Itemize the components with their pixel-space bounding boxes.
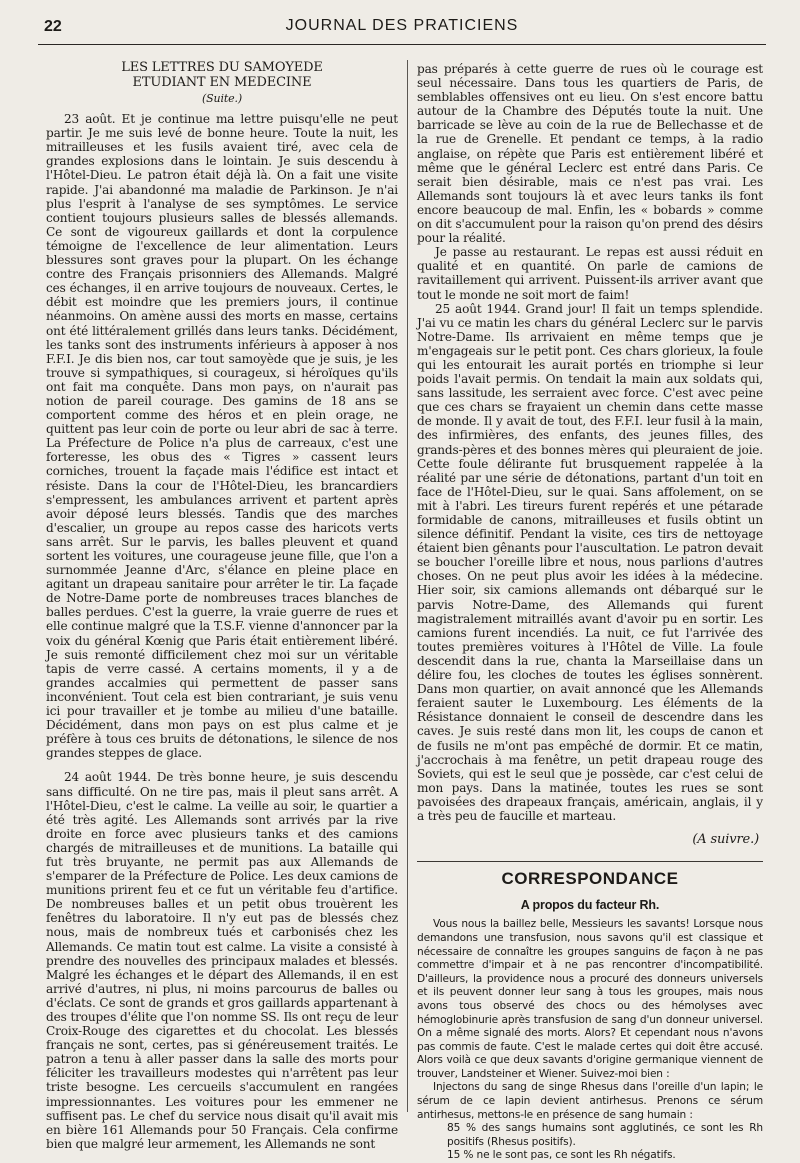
article-title-line-2: ETUDIANT EN MEDECINE bbox=[132, 75, 312, 90]
correspondance-item: 85 % des sangs humains sont agglutinés, ce sont les Rh positifs (Rhesus positifs). bbox=[447, 1122, 763, 1148]
article-subtitle: (Suite.) bbox=[202, 92, 242, 105]
page-header bbox=[38, 16, 766, 45]
article-paragraph: 25 août 1944. Grand jour! Il fait un temps splendide. J'ai vu ce matin les chars du général Leclerc sur le parvis Notre-Dame. Ils arrivaient en même temps que je m'engageais sur le petit pont. Ces chars glorieux, la foule qui les entourait les aurait portés en triomphe si leur poids l'avait permis. On tendait la main aux soldats qui, sans lassitude, les serraient avec force. C'est avec peine que ces chars se frayaient un chemin dans cette masse de monde. Il y avait de tout, des F.F.I. leur fusil à la main, des infirmières, des enfants, des jeunes filles, des grands-pères et des bonnes mères qui pleuraient de joie. Cette foule délirante fut brusquement rappelée à la réalité par une série de détonations, partant d'un toit en face de l'Hôtel-Dieu, sur le quai. Sans affolement, on se mit à l'abri. Les tireurs furent repérés et une pétarade formidable de canons, mitrailleuses et fusils obtint un silence définitif. Pendant la visite, ces tirs de nettoyage étaient bien gênants pour l'auscultation. Le patron devait se boucher l'oreille libre et nous, nous parlions d'autres choses. On ne peut plus avoir les idées à la médecine. Hier soir, six camions allemands ont débarqué sur le parvis Notre-Dame, des Allemands qui furent magistralement mitraillés avant d'avoir pu en sortir. Les camions furent incendiés. La nuit, ce fut l'arrivée des toutes premières voitures à l'Hôtel de Ville. La foule descendit dans la rue, chanta la Marseillaise dans un délire fou, les cloches de toutes les églises sonnèrent. Dans mon quartier, on avait annoncé que les Allemands feraient sauter le Luxembourg. Les éléments de la Résistance donnaient le conseil de descendre dans les caves. Je suis resté dans mon lit, les coups de canon et de fusils ne m'ont pas empêché de dormir. Et ce matin, j'accrochais à ma fenêtre, un petit drapeau rouge des Soviets, qui est le seul que je possède, car c'est celui de mon pays. Dans la matinée, toutes les rues se sont pavoisées des drapeaux français, américain, anglais, il y a très peu de faucille et marteau. bbox=[417, 301, 763, 823]
article-paragraph: 24 août 1944. De très bonne heure, je suis descendu sans difficulté. On ne tire pas, mais il pleut sans arrêt. A l'Hôtel-Dieu, c'est le calme. La veille au soir, le quartier a été très agité. Les Allemands sont arrivés par la rive droite en force avec plusieurs tanks et des camions chargés de mitrailleuses et de munitions. La bataille qui fut très bruyante, ne permit pas aux Allemands de s'emparer de la Préfecture de Police. Les deux camions de munitions prirent feu et ce fut un véritable feu d'artifice. De nombreuses balles et un petit obus trouèrent les fenêtres du laboratoire. Il n'y eut pas de blessés chez nous, mais de nombreux tués et carbonisés chez les Allemands. Ce matin tout est calme. La visite a consisté à prendre des nouvelles des principaux malades et blessés. Malgré les échanges et le départ des Allemands, il en est arrivé d'autres, ni plus, ni moins parcourus de balles ou d'éclats. Ce sont de grands et gros gaillards appartenant à des troupes d'élite que l'on nomme SS. Ils ont reçu de leur Croix-Rouge des cigarettes et du chocolat. Les blessés français ne sont, certes, pas si généreusement traités. Le patron a tenu à aller passer dans la salle des morts pour féliciter les travailleurs modestes qui n'arrêtent pas leur triste besogne. Les cercueils s'accumulent en rangées impressionnantes. Les voitures pour les emmener ne suffisent pas. Le chef du service nous disait qu'il avait mis en bière 161 Allemands pour 50 Français. Cela confirme bien que malgré leur armement, les Allemands ne sont bbox=[46, 770, 398, 1151]
left-column bbox=[46, 60, 398, 1151]
section-rule bbox=[417, 861, 763, 862]
correspondance-paragraph: Injectons du sang de singe Rhesus dans l'oreille d'un lapin; le sérum de ce lapin devient antirhesus. Prenons ce sérum antirhesus, mettons-le en présence de sang humain : bbox=[417, 1081, 763, 1121]
correspondance-paragraph: Vous nous la baillez belle, Messieurs les savants! Lorsque nous demandons une transfusion, nous savons qu'il est classique et nécessaire de connaître les groupes sanguins de façon à ne pas commettre d'impair et à ne pas rencontrer d'incompatibilité. D'ailleurs, la providence nous a procuré des donneurs universels et ils peuvent donner leur sang à tous les groupes, mais nous avons tous observé des chocs ou des hémolyses avec hémoglobinurie après transfusion de sang d'un donneur universel. On a même signalé des morts. Alors? Et cependant nous n'avons pas commis de faute. C'est le malade certes qui doit être accusé. Alors voilà ce que deux savants d'origine germanique viennent de trouver, Landsteiner et Wiener. Suivez-moi bien : bbox=[417, 918, 763, 1080]
article-title-line-1: LES LETTRES DU SAMOYEDE bbox=[121, 60, 323, 75]
correspondance-heading: A propos du facteur Rh. bbox=[520, 898, 660, 913]
column-divider bbox=[407, 60, 408, 1112]
correspondance-body bbox=[417, 918, 763, 1163]
article-paragraph: pas préparés à cette guerre de rues où le courage est seul nécessaire. Dans tous les quartiers de Paris, de semblables offensives ont eu lieu. On s'est encore battu autour de la Chambre des Députés toute la nuit. Une barricade se lève au coin de la rue de Bellechasse et de la rue de Grenelle. Et pendant ce temps, à la radio anglaise, on répète que Paris est entièrement libéré et même que le général Leclerc est entré dans Paris. Ce serait bien désirable, mais ce n'est pas vrai. Les Allemands sont toujours là et avec leurs tanks ils font encore beaucoup de mal. Enfin, les « bobards » comme on dit s'accumulent pour la raison qu'on prend des désirs pour la réalité. bbox=[417, 62, 763, 246]
correspondance-title: CORRESPONDANCE bbox=[501, 869, 679, 889]
article-paragraph: 23 août. Et je continue ma lettre puisqu'elle ne peut partir. Je me suis levé de bonne heure. Toute la nuit, les mitrailleuses et les fusils avaient tiré, avec cela de grandes explosions dans le lointain. Je suis descendu à l'Hôtel-Dieu. Le patron était déjà là. On a fait une visite rapide. J'ai abandonné ma maladie de Parkinson. Je n'ai plus l'esprit à l'analyse de ses symptômes. Le service contient toujours plusieurs salles de blessés allemands. Ce sont de vigoureux gaillards et dont la corpulence témoigne de l'excellence de leur alimentation. Leurs blessures sont graves pour la plupart. On les échange contre des Français prisonniers des Allemands. Malgré ces échanges, il en arrive toujours de nouveaux. Certes, le débit est moindre que les premiers jours, il continue néanmoins. On amène aussi des morts en masse, certains ont été littéralement grillés dans leurs tanks. Décidément, les tanks sont des instruments inférieurs à apposer à nos F.F.I. Je dis bien nos, car tout samoyède que je suis, je les trouve si sympathiques, si courageux, si héroïques qu'ils ont fait ma conquête. Dans mon pays, on n'aurait pas notion de pareil courage. Des gamins de 18 ans se comportent comme des héros et en plein orage, ne quittent pas leur coin de porte ou leur abri de sac à terre. La Préfecture de Police n'a plus de carreaux, c'est une forteresse, les obus des « Tigres » cassent leurs corniches, trouent la façade mais l'édifice est intact et résiste. Dans la cour de l'Hôtel-Dieu, les brancardiers s'empressent, les ambulances arrivent et partent après avoir déposé leurs blessés. Tandis que des marches d'escalier, un groupe au repos casse des haricots verts sans arrêt. Sur le parvis, les balles pleuvent et quand sortent les voitures, une courageuse jeune fille, que l'on a surnommée Jeanne d'Arc, s'élance en pleine place en agitant un drapeau sanitaire pour arrêter le tir. La façade de Notre-Dame porte de nombreuses traces blanches de balles perdues. C'est la guerre, la vraie guerre de rues et elle continue malgré que la T.S.F. vienne d'annoncer par la voix du général Kœnig que Paris était entièrement libéré. Je suis remonté difficilement chez moi sur un véritable tapis de verre cassé. A certains moments, il y a de grandes accalmies qui permettent de passer sans inconvénient. Tout cela est bien contrariant, je suis venu ici pour travailler et je tombe au milieu d'une bataille. Décidément, dans mon pays on est plus calme et je préfère à tous ces bruits de détonations, le silence de nos grandes steppes de glace. bbox=[46, 112, 398, 761]
correspondance-item: 15 % ne le sont pas, ce sont les Rh négatifs. bbox=[447, 1149, 676, 1162]
article-title bbox=[46, 60, 398, 90]
article-paragraph: Je passe au restaurant. Le repas est aussi réduit en qualité et en quantité. On parle de camions de ravitaillement qui arrivent. Puissent-ils arriver avant que tout le monde ne soit mort de faim! bbox=[417, 245, 763, 302]
journal-title: JOURNAL DES PRATICIENS bbox=[285, 17, 519, 34]
to-be-continued: (A suivre.) bbox=[692, 832, 759, 848]
right-column bbox=[417, 62, 763, 1162]
page-number: 22 bbox=[44, 18, 62, 35]
